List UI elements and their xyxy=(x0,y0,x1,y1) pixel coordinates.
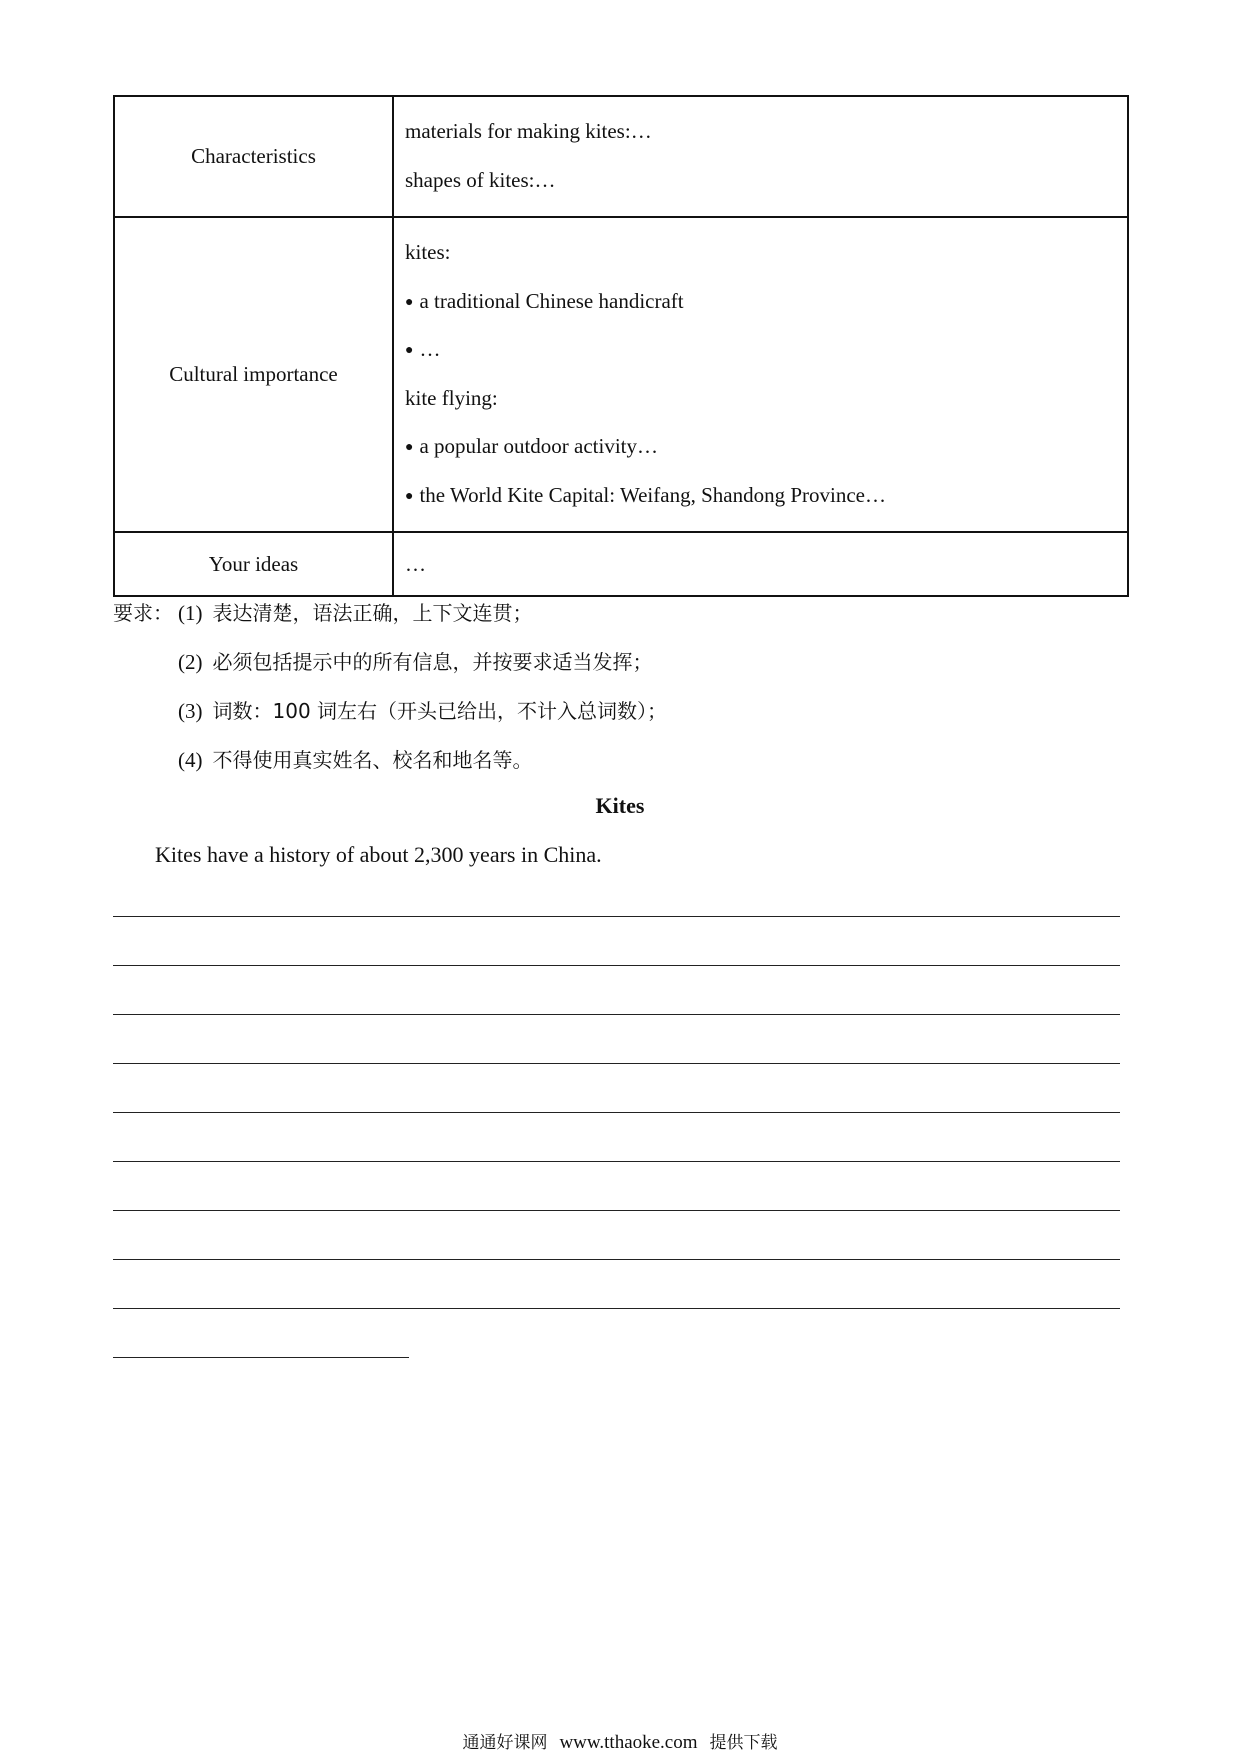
bullet-icon: ● xyxy=(405,440,414,455)
bullet-icon: ● xyxy=(405,488,414,504)
requirement-item: 要求： (1) 表达清楚，语法正确，上下文连贯； xyxy=(113,596,667,645)
row-content xyxy=(393,96,1128,217)
table-row-your-ideas xyxy=(114,532,1128,596)
bullet-icon: ● xyxy=(405,294,414,310)
content-line: kite flying: xyxy=(405,385,498,410)
requirements-lead: 要求： xyxy=(113,601,173,625)
row-content xyxy=(393,217,1128,532)
row-label: Characteristics xyxy=(114,96,393,217)
table-row-cultural-importance xyxy=(114,217,1128,532)
content-line: ● the World Kite Capital: Weifang, Shandong Province… xyxy=(405,482,886,507)
writing-line[interactable] xyxy=(113,1161,1120,1162)
content-line: kites: xyxy=(405,240,451,264)
content-line: ● a traditional Chinese handicraft xyxy=(405,288,684,313)
essay-opening: Kites have a history of about 2,300 years in China. xyxy=(155,842,602,867)
footer-link[interactable]: www.tthaoke.com xyxy=(559,1732,698,1753)
requirements xyxy=(113,596,667,792)
content-line: ● a popular outdoor activity… xyxy=(405,434,658,458)
requirement-item: (3) 词数：100 词左右（开头已给出，不计入总词数）； xyxy=(178,699,668,723)
page-footer: 通通好课网 www.tthaoke.com 提供下载 xyxy=(462,1732,778,1753)
content-line: materials for making kites:… xyxy=(405,119,652,143)
writing-line[interactable] xyxy=(113,916,1120,917)
essay-title: Kites xyxy=(595,793,645,818)
row-content xyxy=(393,532,1128,596)
content-line: ● … xyxy=(405,337,441,361)
writing-line[interactable] xyxy=(113,1210,1120,1211)
content-line: … xyxy=(405,551,426,576)
writing-line[interactable] xyxy=(113,965,1120,966)
writing-line[interactable] xyxy=(113,1014,1120,1015)
writing-line[interactable] xyxy=(113,1259,1120,1260)
writing-line[interactable] xyxy=(113,1308,1120,1309)
row-label: Cultural importance xyxy=(114,217,393,532)
requirement-item: (2) 必须包括提示中的所有信息，并按要求适当发挥； xyxy=(178,650,653,674)
writing-line-last[interactable] xyxy=(113,1357,409,1358)
bullet-icon: ● xyxy=(405,343,414,358)
writing-line[interactable] xyxy=(113,1063,1120,1064)
content-line: shapes of kites:… xyxy=(405,167,556,192)
table-row-characteristics xyxy=(114,96,1128,217)
row-label: Your ideas xyxy=(114,532,393,596)
hint-table xyxy=(113,95,1129,597)
requirement-item: (4) 不得使用真实姓名、校名和地名等。 xyxy=(178,748,533,772)
writing-line[interactable] xyxy=(113,1112,1120,1113)
